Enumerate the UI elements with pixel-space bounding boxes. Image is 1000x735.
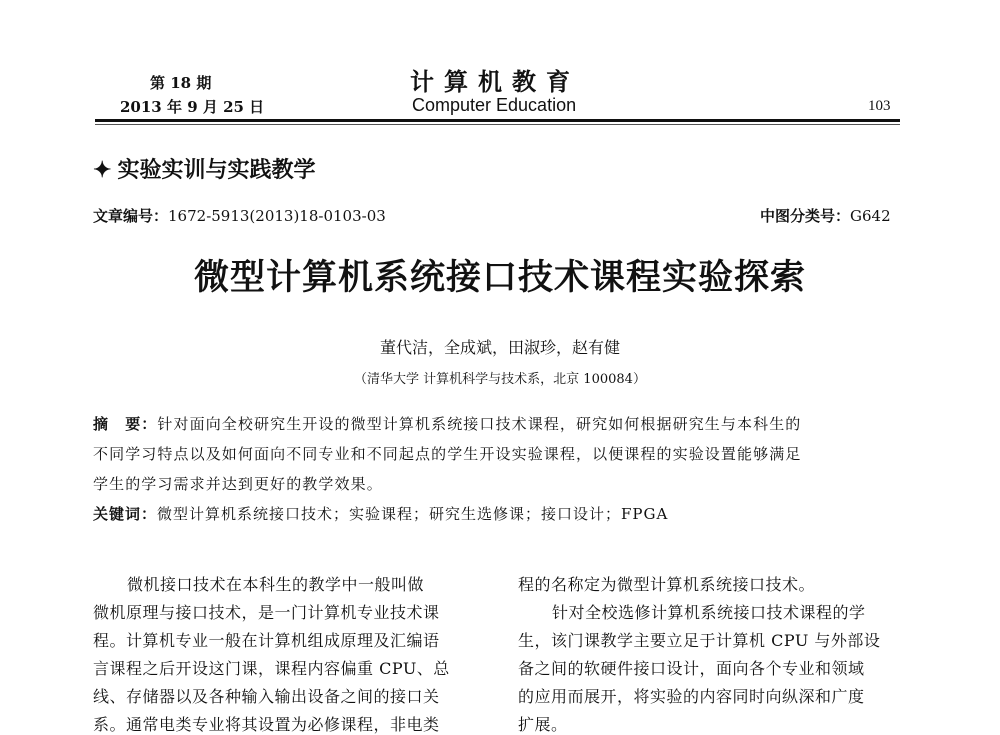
issue-number: 第 18 期 (150, 74, 212, 92)
journal-title-cn: 计算机教育 (410, 68, 580, 96)
keywords-text: 微型计算机系统接口技术；实验课程；研究生选修课；接口设计；FPGA (157, 505, 669, 523)
body-line: 程的名称定为微型计算机系统接口技术。 (518, 575, 816, 594)
body-line: 微机接口技术在本科生的教学中一般叫做 (127, 575, 425, 594)
star-icon: ✦ (93, 157, 112, 183)
journal-title-en: Computer Education (412, 95, 577, 115)
abstract-line: 不同学习特点以及如何面向不同专业和不同起点的学生开设实验课程，以便课程的实验设置能够满足 (93, 445, 802, 463)
section-heading (93, 153, 315, 184)
body-line: 微机原理与接口技术，是一门计算机专业技术课 (93, 603, 440, 622)
classification-number (760, 205, 891, 226)
body-line: 程。计算机专业一般在计算机组成原理及汇编语 (93, 631, 440, 650)
publication-date: 2013 年 9 月 25 日 (120, 98, 265, 116)
body-line: 线、存储器以及各种输入输出设备之间的接口关 (93, 687, 440, 706)
section-name: 实验实训与实践教学 (117, 157, 316, 183)
paper-title: 微型计算机系统接口技术课程实验探索 (193, 258, 806, 298)
body-line: 言课程之后开设这门课，课程内容偏重 CPU、总 (93, 659, 450, 678)
abstract-label: 摘 要： (93, 415, 158, 433)
abstract-line (93, 413, 801, 434)
article-number-label: 文章编号： (93, 207, 169, 225)
abstract-line: 学生的学习需求并达到更好的教学效果。 (93, 475, 383, 493)
header-rule-thin (95, 124, 900, 125)
abstract-text: 针对面向全校研究生开设的微型计算机系统接口技术课程，研究如何根据研究生与本科生的 (157, 415, 802, 433)
affiliation: （清华大学 计算机科学与技术系，北京 100084） (354, 372, 646, 387)
classification-value: G642 (850, 207, 891, 225)
article-number-value: 1672-5913(2013)18-0103-03 (168, 207, 386, 225)
body-line: 生，该门课教学主要立足于计算机 CPU 与外部设 (518, 631, 881, 650)
body-line: 的应用而展开，将实验的内容同时向纵深和广度 (518, 687, 865, 706)
article-number (93, 205, 386, 226)
body-line: 系。通常电类专业将其设置为必修课程，非电类 (93, 715, 440, 734)
page-number: 103 (868, 98, 891, 114)
body-line: 备之间的软硬件接口设计，面向各个专业和领域 (518, 659, 865, 678)
body-line: 扩展。 (518, 715, 568, 734)
header-rule (95, 119, 900, 122)
authors: 董代洁，全成斌，田淑珍，赵有健 (379, 338, 620, 357)
body-line: 针对全校选修计算机系统接口技术课程的学 (552, 603, 866, 622)
keywords (93, 503, 668, 524)
classification-label: 中图分类号： (760, 207, 851, 225)
keywords-label: 关键词： (93, 505, 158, 523)
